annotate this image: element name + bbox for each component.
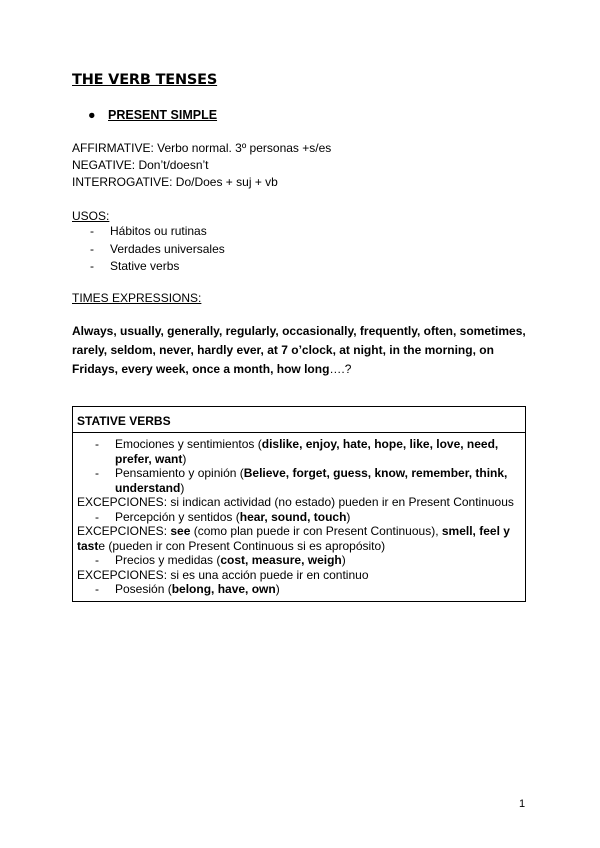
table-row: - Pensamiento y opinión (Believe, forget, guess, know, remember, think, understand) xyxy=(95,466,508,495)
times-tail: ….? xyxy=(329,362,352,376)
table-row: - Emociones y sentimientos (dislike, enjoy, hate, hope, like, love, need, prefer, want) xyxy=(95,437,499,466)
table-header: STATIVE VERBS xyxy=(73,407,525,433)
table-body xyxy=(73,433,525,597)
list-item: - Stative verbs xyxy=(90,259,180,273)
times-expressions xyxy=(72,322,532,379)
table-row: - Posesión (belong, have, own) xyxy=(95,582,280,596)
affirmative-line: AFFIRMATIVE: Verbo normal. 3º personas +s/es xyxy=(72,141,332,155)
bullet-icon: ● xyxy=(88,108,96,122)
times-text: Always, usually, generally, regularly, occasionally, frequently, often, sometimes, rarely, seldom, never, hardly ever, at 7 o’clock, at night, in the morning, on Fridays, every week, once a month, how long xyxy=(72,324,526,376)
table-row: EXCEPCIONES: si indican actividad (no estado) pueden ir en Present Continuous xyxy=(77,495,514,509)
list-item: - Verdades universales xyxy=(90,241,225,256)
forms-block xyxy=(72,140,331,191)
table-row: - Precios y medidas (cost, measure, weigh) xyxy=(95,553,346,567)
usos-list xyxy=(90,223,225,276)
stative-verbs-table xyxy=(72,406,526,602)
page-number: 1 xyxy=(519,798,526,810)
table-row: EXCEPCIONES: si es una acción puede ir en continuo xyxy=(77,567,369,582)
negative-line: NEGATIVE: Don’t/doesn’t xyxy=(72,158,209,172)
table-row: EXCEPCIONES: see (como plan puede ir con Present Continuous), smell, feel y taste (pueden ir con Present Continuous si es apropósito) xyxy=(77,524,510,553)
interrogative-line: INTERROGATIVE: Do/Does + suj + vb xyxy=(72,175,278,189)
document-title: THE VERB TENSES xyxy=(72,72,218,88)
list-item: - Hábitos ou rutinas xyxy=(90,224,207,238)
table-row: - Percepción y sentidos (hear, sound, touch) xyxy=(95,509,351,524)
usos-label: USOS: xyxy=(72,209,110,223)
section-heading xyxy=(88,108,217,122)
times-label: TIMES EXPRESSIONS: xyxy=(72,291,202,305)
section-heading-text: PRESENT SIMPLE xyxy=(108,108,218,122)
